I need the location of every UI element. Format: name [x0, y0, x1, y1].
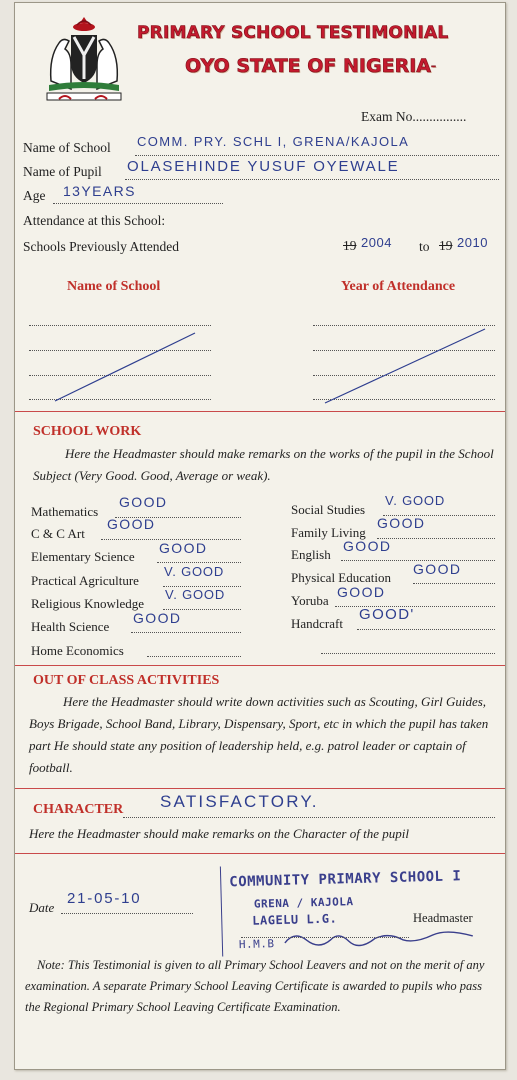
nigeria-coat-of-arms-icon	[41, 15, 127, 103]
character-divider	[15, 788, 505, 789]
subject-remark-physical-education[interactable]: GOOD	[413, 561, 462, 577]
stamp-line-1: COMMUNITY PRIMARY SCHOOL I	[229, 868, 462, 891]
character-heading: CHARACTER	[33, 802, 124, 817]
title-line-2	[185, 55, 436, 77]
activities-heading: OUT OF CLASS ACTIVITIES	[33, 673, 220, 688]
previous-school-year-header: Year of Attendance	[341, 279, 456, 294]
title-line-1: PRIMARY SCHOOL TESTIMONIAL	[137, 23, 449, 43]
subject-label-social-studies: Social Studies	[291, 502, 366, 517]
subject-remark-health-science[interactable]: GOOD	[133, 610, 182, 626]
school-work-divider	[15, 411, 505, 412]
to-label: to	[419, 239, 430, 254]
pupil-name-line	[125, 179, 499, 180]
year-to-value[interactable]: 2010	[457, 235, 488, 250]
previous-schools-label: Schools Previously Attended	[23, 239, 179, 254]
testimonial-sheet	[14, 2, 506, 1070]
subject-label-physical-education: Physical Education	[291, 570, 392, 585]
subject-line-health-science	[131, 632, 241, 633]
subject-label-handcraft: Handcraft	[291, 616, 343, 631]
school-name-value[interactable]: COMM. PRY. SCHL I, GRENA/KAJOLA	[137, 134, 410, 149]
subject-label-english: English	[291, 547, 331, 562]
note-paragraph	[25, 955, 497, 1018]
subject-remark-practical-agriculture[interactable]: V. GOOD	[164, 564, 225, 579]
headmaster-label: Headmaster	[413, 911, 473, 925]
note-text: This Testimonial is given to all Primary School Leavers and not on the merit of any examination. A separate Primary School Leaving Certificate is awarded to pupils who pass the Regional Primary School Leaving Certificate Examination.	[25, 958, 485, 1014]
activities-divider	[15, 665, 505, 666]
school-work-heading: SCHOOL WORK	[33, 424, 142, 439]
title-dash: –	[430, 61, 436, 72]
subject-label-family-living: Family Living	[291, 525, 366, 540]
subject-remark-social-studies[interactable]: V. GOOD	[385, 493, 446, 508]
year-from-value[interactable]: 2004	[361, 235, 392, 250]
subject-remark-mathematics[interactable]: GOOD	[119, 494, 168, 510]
previous-school-name-header: Name of School	[67, 279, 161, 294]
subject-blank-line	[321, 653, 495, 654]
stamp-line-2: GRENA / KAJOLA	[253, 895, 354, 911]
year-to-prefix: 19	[439, 238, 453, 253]
subject-remark-religious-knowledge[interactable]: V. GOOD	[165, 587, 226, 602]
subject-remark-family-living[interactable]: GOOD	[377, 515, 426, 531]
date-label: Date	[29, 900, 55, 915]
school-name-line	[135, 155, 499, 156]
subject-label-home-economics: Home Economics	[31, 643, 124, 658]
subject-line-handcraft	[357, 629, 495, 630]
subject-remark-elementary-science[interactable]: GOOD	[159, 540, 208, 556]
date-line	[61, 913, 193, 914]
activities-instruction: Here the Headmaster should write down activities such as Scouting, Girl Guides, Boys Brigade, School Band, Library, Dispensary, Sport, etc in which the pupil has taken part He should state any position of leadership held, e.g. patrol leader or captain of football.	[29, 694, 489, 775]
date-value[interactable]: 21-05-10	[67, 890, 142, 907]
subject-label-practical-agriculture: Practical Agriculture	[31, 573, 139, 588]
year-from-prefix: 19	[343, 238, 357, 253]
attendance-label: Attendance at this School:	[23, 213, 166, 228]
title-line-2-text: OYO STATE OF NIGERIA	[185, 55, 431, 77]
subject-label-elementary-science: Elementary Science	[31, 549, 135, 564]
subject-label-yoruba: Yoruba	[291, 593, 329, 608]
age-label: Age	[23, 188, 46, 203]
subject-remark-handcraft[interactable]: GOOD'	[359, 606, 415, 623]
subject-line-home-economics	[147, 656, 241, 657]
subject-line-elementary-science	[157, 562, 241, 563]
character-line	[123, 817, 495, 818]
subject-label-health-science: Health Science	[31, 619, 110, 634]
age-line	[53, 203, 223, 204]
school-stamp	[220, 859, 493, 956]
age-value[interactable]: 13YEARS	[63, 183, 136, 199]
character-value[interactable]: SATISFACTORY.	[160, 792, 319, 811]
subject-remark-cc-art[interactable]: GOOD	[107, 516, 156, 532]
subject-label-cc-art: C & C Art	[31, 526, 85, 541]
previous-schools-strike-lines	[15, 303, 505, 413]
pupil-name-label: Name of Pupil	[23, 164, 102, 179]
school-work-instruction: Here the Headmaster should make remarks on the works of the pupil in the School Subject (Very Good. Good, Average or weak).	[33, 446, 494, 483]
character-instruction: Here the Headmaster should make remarks on the Character of the pupil	[29, 826, 409, 841]
headmaster-line	[241, 937, 409, 938]
subject-label-mathematics: Mathematics	[31, 504, 99, 519]
subject-line-physical-education	[413, 583, 495, 584]
subject-line-family-living	[377, 538, 495, 539]
signoff-divider	[15, 853, 505, 854]
pupil-name-value[interactable]: OLASEHINDE YUSUF OYEWALE	[127, 158, 400, 175]
exam-no-field[interactable]: Exam No................	[361, 109, 467, 124]
note-label: Note:	[37, 958, 65, 972]
subject-remark-yoruba[interactable]: GOOD	[337, 584, 386, 600]
school-name-label: Name of School	[23, 140, 111, 155]
subject-label-religious-knowledge: Religious Knowledge	[31, 596, 145, 611]
subject-remark-english[interactable]: GOOD	[343, 538, 392, 554]
stamp-line-3: LAGELU L.G.	[252, 911, 338, 928]
signature-initials: H.M.B	[238, 937, 275, 952]
